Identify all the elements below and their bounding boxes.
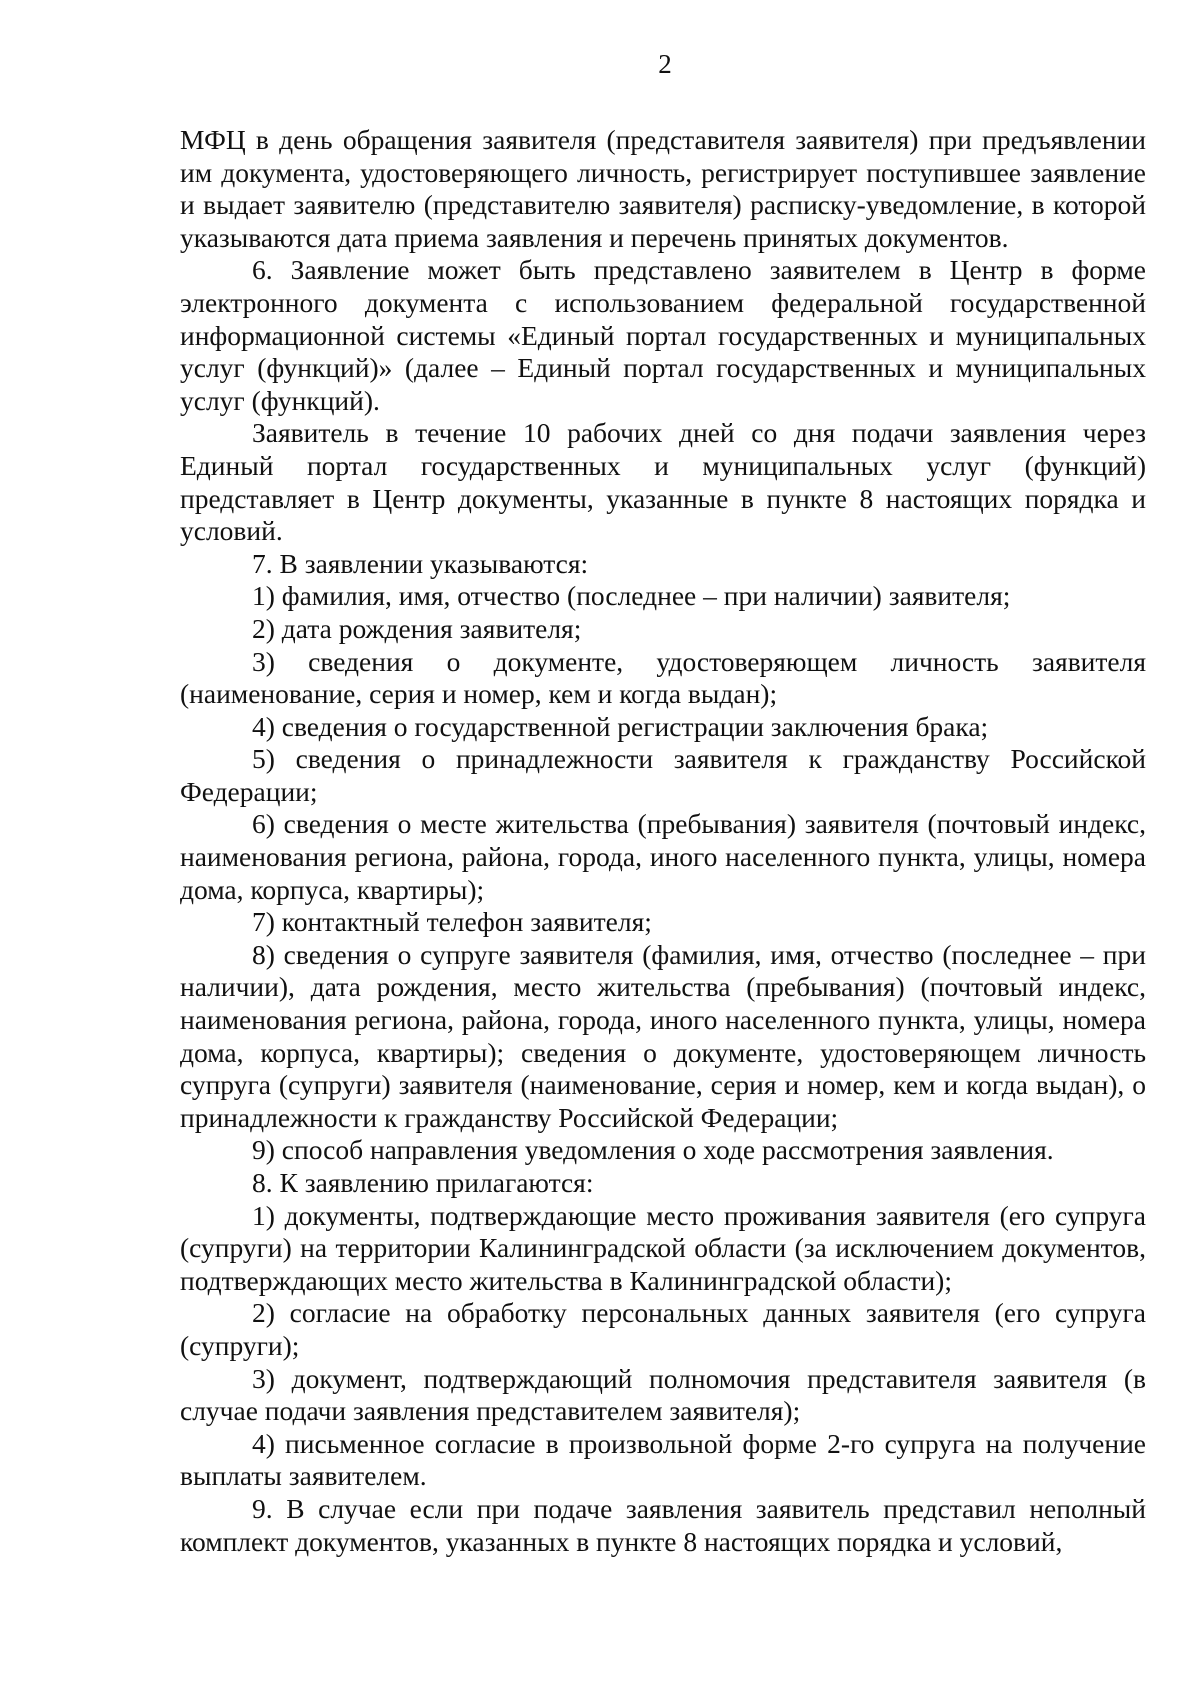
list-item-7-3: 3) сведения о документе, удостоверяющем личность заявителя (наименование, серия и номер, кем и когда выдан); <box>180 645 1146 710</box>
list-item-8-4: 4) письменное согласие в произвольной форме 2-го супруга на получение выплаты заявителем. <box>180 1427 1146 1492</box>
list-item-8-1: 1) документы, подтверждающие место проживания заявителя (его супруга (супруги) на территории Калининградской области (за исключением документов, подтверждающих место жительства в Калининградской области); <box>180 1199 1146 1296</box>
list-item-7-8: 8) сведения о супруге заявителя (фамилия, имя, отчество (последнее – при наличии), дата рождения, место жительства (пребывания) (почтовый индекс, наименования региона, района, города, иного населенного пункта, улицы, номера дома, корпуса, квартиры); сведения о документе, удостоверяющем личность супруга (супруги) заявителя (наименование, серия и номер, кем и когда выдан), о принадлежности к гражданству Российской Федерации; <box>180 938 1146 1133</box>
list-item-7-1: 1) фамилия, имя, отчество (последнее – при наличии) заявителя; <box>252 580 1011 612</box>
paragraph-item-9: 9. В случае если при подаче заявления заявитель представил неполный комплект документов, указанных в пункте 8 настоящих порядка и условий, <box>180 1492 1146 1557</box>
list-item-7-5: 5) сведения о принадлежности заявителя к гражданству Российской Федерации; <box>180 743 1146 807</box>
list-item-7-7: 7) контактный телефон заявителя; <box>252 906 652 938</box>
list-item-7-9: 9) способ направления уведомления о ходе рассмотрения заявления. <box>252 1134 1054 1166</box>
paragraph-applicant-deadline: Заявитель в течение 10 рабочих дней со дня подачи заявления через Единый портал государственных и муниципальных услуг (функций) представляет в Центр документы, указанные в пункте 8 настоящих порядка и условий. <box>180 417 1146 547</box>
list-item-7-6: 6) сведения о месте жительства (пребывания) заявителя (почтовый индекс, наименования региона, района, города, иного населенного пункта, улицы, номера дома, корпуса, квартиры); <box>180 808 1146 905</box>
list-item-7-2: 2) дата рождения заявителя; <box>252 612 582 644</box>
list-item-8-3: 3) документ, подтверждающий полномочия представителя заявителя (в случае подачи заявления представителем заявителя); <box>180 1362 1146 1427</box>
list-item-8-2: 2) согласие на обработку персональных данных заявителя (его супруга (супруги); <box>180 1297 1146 1361</box>
paragraph-item-8-heading: 8. К заявлению прилагаются: <box>252 1167 594 1198</box>
paragraph-mfc-registration: МФЦ в день обращения заявителя (представителя заявителя) при предъявлении им документа, удостоверяющего личность, регистрирует поступившее заявление и выдает заявителю (представителю заявителя) расписку-уведомление, в которой указываются дата приема заявления и перечень принятых документов. <box>180 124 1146 253</box>
paragraph-item-7-heading: 7. В заявлении указываются: <box>252 547 589 579</box>
paragraph-item-6: 6. Заявление может быть представлено заявителем в Центр в форме электронного документа с использованием федеральной государственной информационной системы «Единый портал государственных и муниципальных услуг (функций)» (далее – Единый портал государственных и муниципальных услуг (функций). <box>180 254 1146 416</box>
list-item-7-4: 4) сведения о государственной регистрации заключения брака; <box>252 710 989 742</box>
page-number: 2 <box>658 49 672 79</box>
document-body <box>180 124 1146 1558</box>
